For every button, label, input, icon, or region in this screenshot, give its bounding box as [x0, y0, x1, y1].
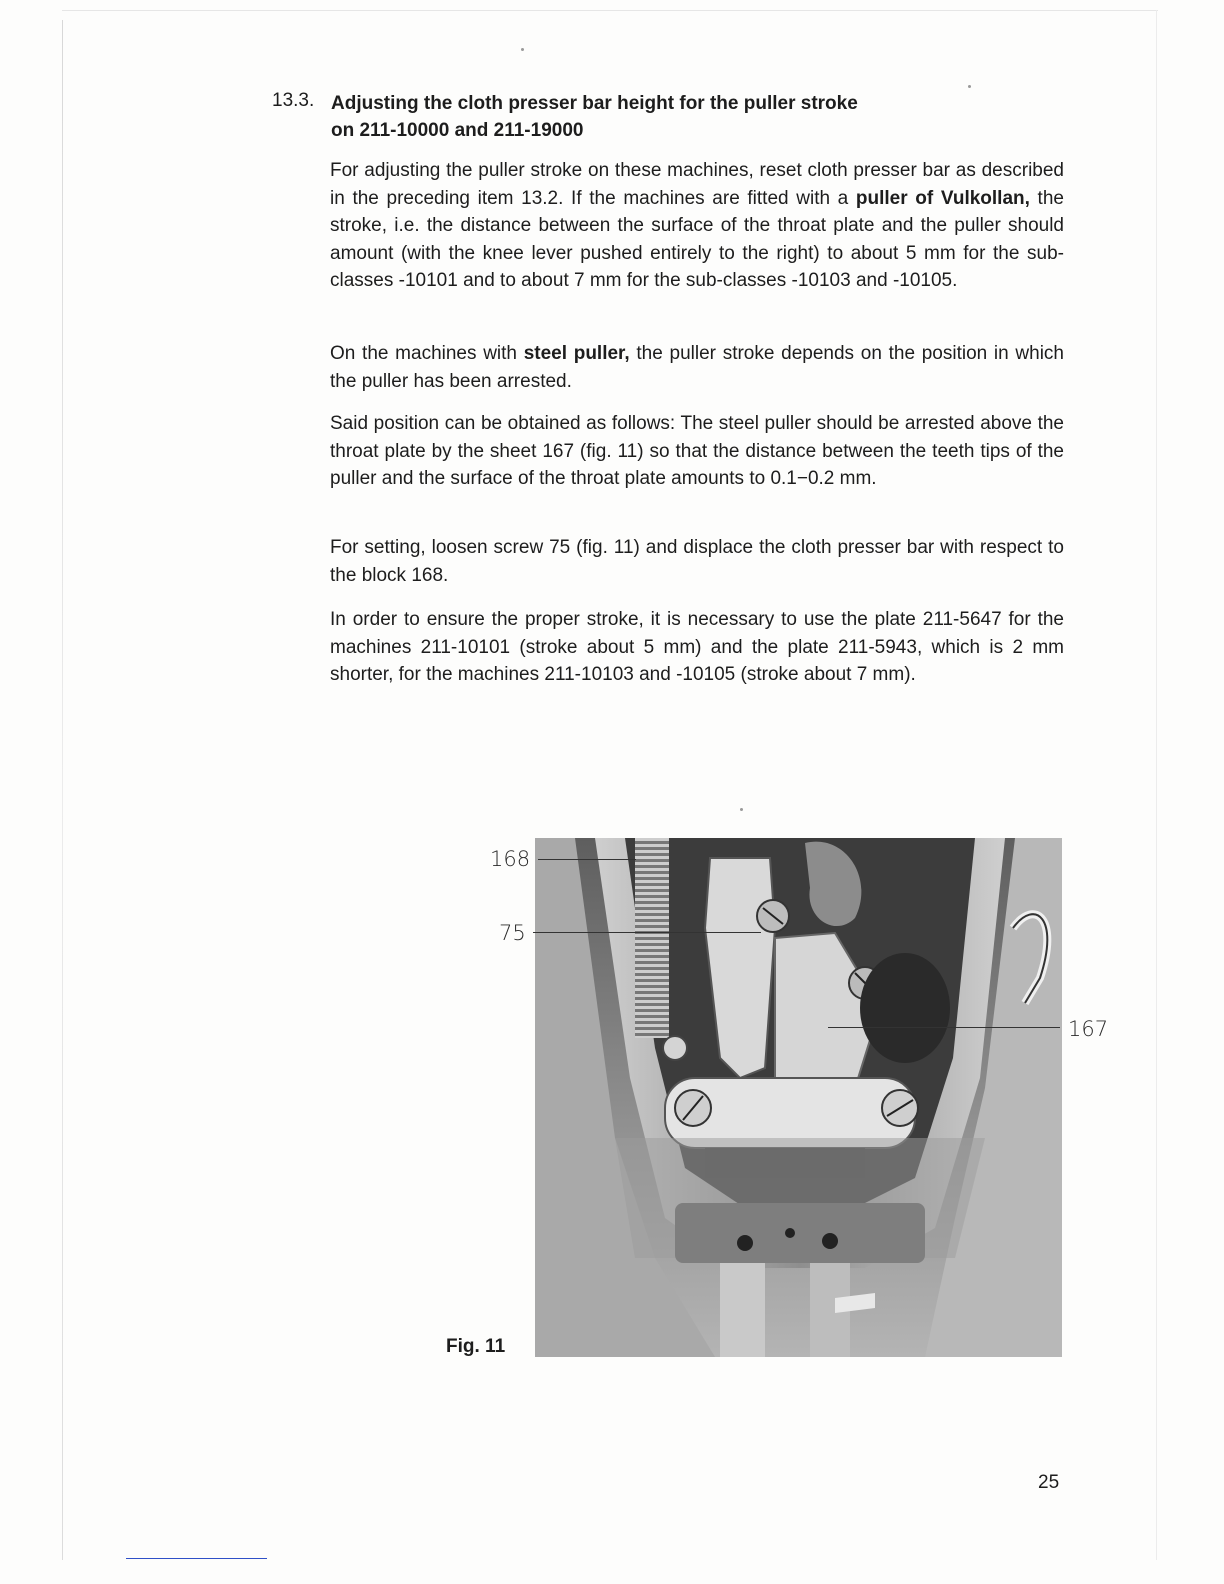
figure-photo [535, 838, 1062, 1357]
footer-rule [126, 1558, 267, 1559]
callout-label: 168 [490, 847, 531, 871]
section-number: 13.3. [272, 90, 315, 111]
paragraph: For setting, loosen screw 75 (fig. 11) and displace the cloth presser bar with respect to the block 168. [330, 537, 1064, 586]
scan-speck [968, 85, 971, 88]
page-edge [1156, 10, 1157, 1560]
figure-caption: Fig. 11 [446, 1336, 506, 1357]
paragraph-text: the puller stroke depends on the position in which the puller has been arrested. [330, 343, 1064, 392]
paragraph-text: For adjusting the puller stroke on these machines, reset cloth presser bar as described in the preceding item 13.2. If the machines are fitted with a [330, 160, 1064, 209]
section-title-line: on 211-10000 and 211-19000 [331, 120, 584, 141]
callout-label: 75 [499, 921, 526, 945]
callout-leader [828, 1027, 1060, 1028]
paragraph [330, 157, 1064, 295]
page-number: 25 [1038, 1472, 1060, 1493]
paragraph: In order to ensure the proper stroke, it is necessary to use the plate 211-5647 for the machines 211-10101 (stroke about 5 mm) and the plate 211-5943, which is 2 mm shorter, for the machines 211-10103 and -10105 (stroke about 7 mm). [330, 609, 1064, 685]
callout-leader [538, 859, 636, 860]
paragraph-emphasis: puller of Vulkollan, [855, 187, 1030, 209]
scan-speck [740, 808, 743, 811]
paragraph-text: the stroke, i.e. the distance between the surface of the throat plate and the puller should amount (with the knee lever pushed entirely to the right) to about 5 mm for the sub-classes -10101 and to about 7 mm for the sub-classes -10103 and -10105. [330, 187, 1064, 291]
paragraph [330, 340, 1064, 395]
section-title-line: Adjusting the cloth presser bar height for the puller stroke [331, 93, 858, 114]
scan-speck [521, 48, 524, 51]
paragraph-text: On the machines with [330, 343, 524, 364]
section-title [331, 90, 1051, 144]
callout-label: 167 [1068, 1017, 1109, 1041]
page-edge [62, 20, 63, 1560]
paragraph-emphasis: steel puller, [523, 343, 630, 364]
callout-leader [533, 932, 761, 933]
page-edge [62, 10, 1158, 11]
paragraph: Said position can be obtained as follows: The steel puller should be arrested above the throat plate by the sheet 167 (fig. 11) so that the distance between the teeth tips of the puller and the surface of the throat plate amounts to 0.1−0.2 mm. [330, 413, 1064, 489]
